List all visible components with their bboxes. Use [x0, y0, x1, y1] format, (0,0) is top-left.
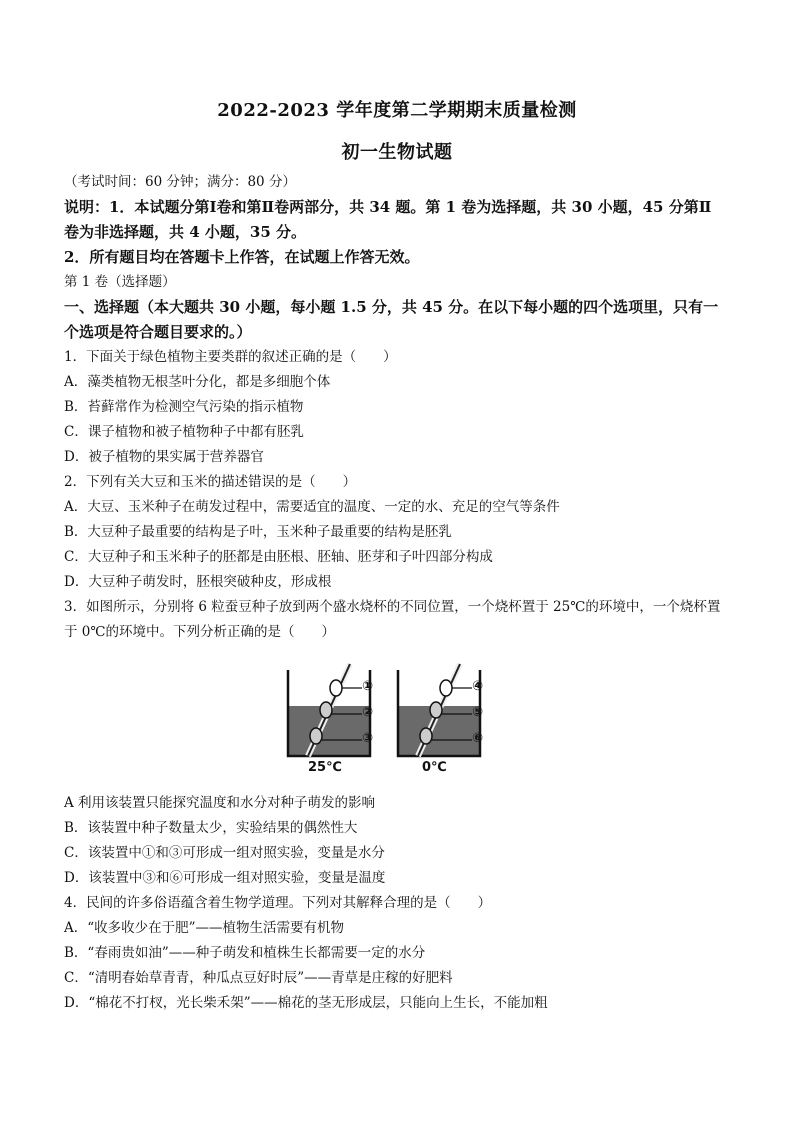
question-1-option-d: D．被子植物的果实属于营养器官 [64, 449, 264, 465]
question-2-option-d: D．大豆种子萌发时，胚根突破种皮，形成根 [64, 574, 332, 590]
beaker-left-temperature-label: 25℃ [308, 760, 342, 775]
marker-1: ① [362, 679, 374, 694]
instructions-line-1: 说明：1．本试题分第Ⅰ卷和第Ⅱ卷两部分，共 34 题。第 1 卷为选择题，共 30 小题，45 分第Ⅱ [64, 198, 712, 216]
question-2-stem: 2．下列有关大豆和玉米的描述错误的是（ ） [64, 474, 357, 490]
exam-subtitle: 初一生物试题 [341, 142, 453, 163]
question-3-option-c: C．该装置中①和③可形成一组对照实验，变量是水分 [64, 845, 385, 861]
question-2-option-b: B．大豆种子最重要的结构是子叶，玉米种子最重要的结构是胚乳 [64, 524, 452, 540]
question-3-stem-line-2: 于 0℃的环境中。下列分析正确的是（ ） [64, 624, 335, 640]
beaker-right-temperature-label: 0℃ [422, 760, 447, 775]
question-4-option-d: D．“棉花不打杈，光长柴禾架”——棉花的茎无形成层，只能向上生长，不能加粗 [64, 995, 548, 1011]
marker-4: ④ [472, 679, 484, 694]
question-4-option-b: B．“春雨贵如油”——种子萌发和植株生长都需要一定的水分 [64, 945, 426, 961]
question-1-option-c: C．课子植物和被子植物种子中都有胚乳 [64, 424, 304, 440]
question-1-stem: 1．下面关于绿色植物主要类群的叙述正确的是（ ） [64, 349, 397, 365]
question-3-option-b: B．该装置中种子数量太少，实验结果的偶然性大 [64, 820, 358, 836]
section-heading-line-2: 个选项是符合题目要求的。） [64, 323, 252, 341]
question-2-option-a: A．大豆、玉米种子在萌发过程中，需要适宜的温度、一定的水、充足的空气等条件 [64, 499, 560, 515]
marker-5: ⑤ [472, 705, 484, 720]
beaker-figure [268, 660, 500, 780]
marker-3: ③ [362, 731, 374, 746]
seed-3 [310, 728, 322, 744]
question-1-option-a: A．藻类植物无根茎叶分化，都是多细胞个体 [64, 374, 331, 390]
exam-title: 2022-2023 学年度第二学期期末质量检测 [217, 100, 577, 121]
seed-6 [420, 728, 432, 744]
instructions-line-3: 2．所有题目均在答题卡上作答，在试题上作答无效。 [64, 248, 420, 266]
seed-4 [440, 680, 452, 696]
question-3-option-a: A 利用该装置只能探究温度和水分对种子萌发的影响 [64, 795, 376, 811]
seed-5 [430, 702, 442, 718]
marker-6: ⑥ [472, 731, 484, 746]
question-4-stem: 4．民间的许多俗语蕴含着生物学道理。下列对其解释合理的是（ ） [64, 895, 492, 911]
question-1-option-b: B．苔藓常作为检测空气污染的指示植物 [64, 399, 304, 415]
volume-heading: 第 1 卷（选择题） [64, 274, 176, 290]
question-3-option-d: D．该装置中③和⑥可形成一组对照实验，变量是温度 [64, 870, 386, 886]
question-2-option-c: C．大豆种子和玉米种子的胚都是由胚根、胚轴、胚芽和子叶四部分构成 [64, 549, 493, 565]
question-3-stem-line-1: 3．如图所示，分别将 6 粒蚕豆种子放到两个盛水烧杯的不同位置，一个烧杯置于 25℃的环境中，一个烧杯置 [64, 599, 721, 615]
section-heading-line-1: 一、选择题（本大题共 30 小题，每小题 1.5 分，共 45 分。在以下每小题的四个选项里，只有一 [64, 298, 719, 316]
exam-info: （考试时间：60 分钟；满分：80 分） [64, 174, 296, 190]
beaker-diagram [268, 660, 500, 780]
beaker-left [288, 664, 370, 756]
seed-1 [330, 680, 342, 696]
question-4-option-c: C．“清明春始草青青，种瓜点豆好时辰”——青草是庄稼的好肥料 [64, 970, 453, 986]
seed-2 [320, 702, 332, 718]
marker-2: ② [362, 705, 374, 720]
instructions-line-2: 卷为非选择题，共 4 小题，35 分。 [64, 223, 306, 241]
question-4-option-a: A．“收多收少在于肥”——植物生活需要有机物 [64, 920, 345, 936]
beaker-right [398, 664, 480, 756]
